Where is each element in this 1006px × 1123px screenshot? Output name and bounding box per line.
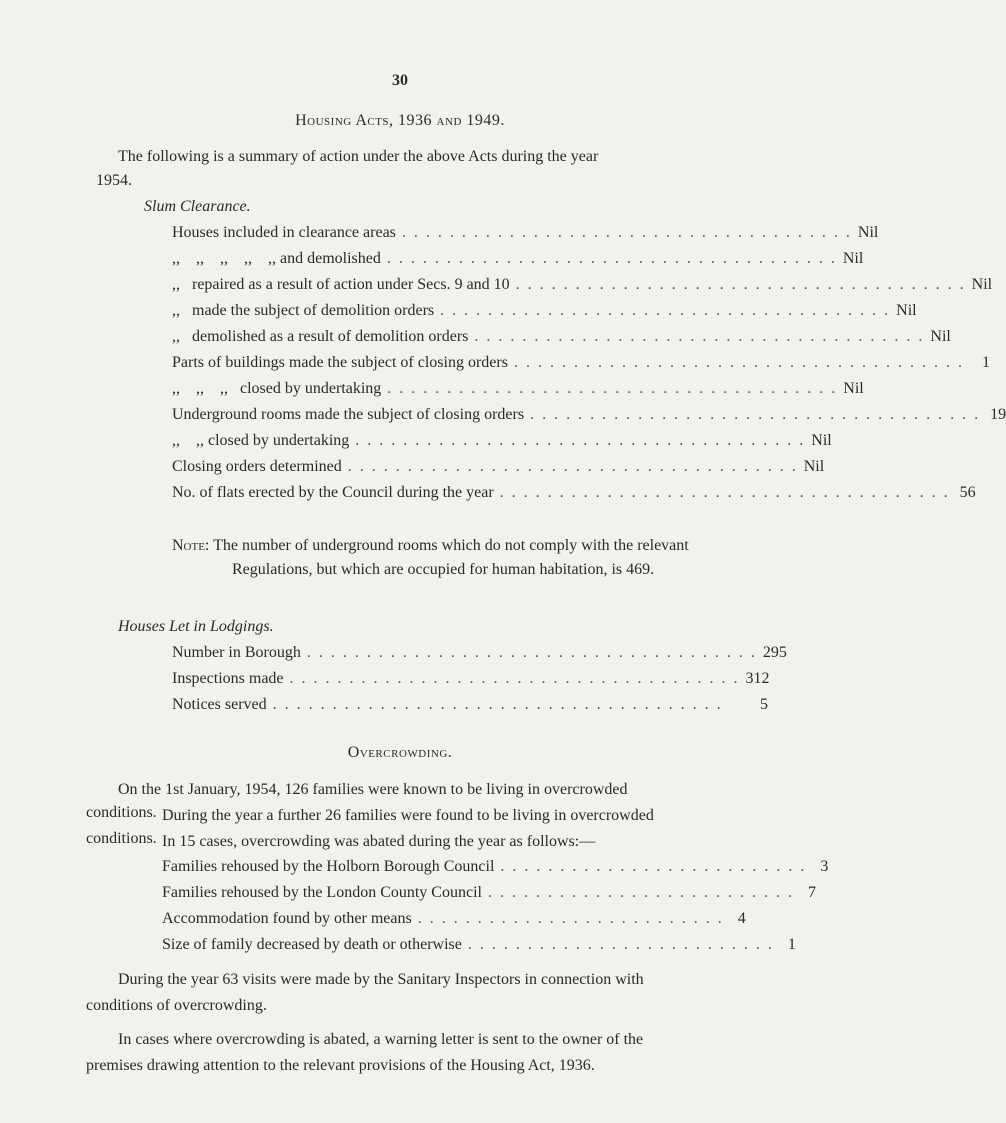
leader-dots: . . . . . . . . . . . . . . . . . . . . . . . . . . . . . . . . . . . . . . xyxy=(474,328,925,345)
leader-dots: . . . . . . . . . . . . . . . . . . . . . . . . . . . . . . . . . . . . . . xyxy=(530,406,981,423)
leader-dots: . . . . . . . . . . . . . . . . . . . . . . . . . . . . . . . . . . . . . . xyxy=(515,276,966,293)
slum-row-label: ,, made the subject of demolition orders xyxy=(172,302,435,319)
slum-row-label: Closing orders determined xyxy=(172,458,342,475)
slum-row-label: ,, demolished as a result of demolition orders xyxy=(172,328,469,345)
slum-row-label: Parts of buildings made the subject of closing orders xyxy=(172,354,508,371)
overcrowding-row-value: 1 xyxy=(787,936,796,953)
slum-row-value: 56 xyxy=(959,484,976,501)
slum-row-value: Nil xyxy=(857,224,879,241)
overcrowding-p1-line2: During the year a further 26 families were found to be living in overcrowded xyxy=(162,807,654,824)
leader-dots: . . . . . . . . . . . . . . . . . . . . . . . . . . . . . . . . . . . . . . xyxy=(289,670,740,687)
slum-row-value: 1 xyxy=(981,354,990,371)
leader-dots: . . . . . . . . . . . . . . . . . . . . . . . . . . xyxy=(500,858,807,875)
slum-row-label: ,, ,, ,, ,, ,, and demolished xyxy=(172,250,381,267)
note-text: The number of underground rooms which do not comply with the relevant Regulations, but which are occupied for human habitation, is 469. xyxy=(213,537,689,578)
slum-row-value: Nil xyxy=(803,458,825,475)
slum-row-label: No. of flats erected by the Council during the year xyxy=(172,484,494,501)
overcrowding-heading: Overcrowding. xyxy=(347,744,453,761)
slum-row-label: ,, repaired as a result of action under Secs. 9 and 10 xyxy=(172,276,510,293)
slum-row-value: Nil xyxy=(843,380,864,397)
overcrowding-row-value: 3 xyxy=(820,858,829,875)
lodgings-row xyxy=(172,696,768,718)
overcrowding-row-value: 4 xyxy=(737,910,746,927)
leader-dots: . . . . . . . . . . . . . . . . . . . . . . . . . . . . . . . . . . . . . . xyxy=(355,432,806,449)
leader-dots: . . . . . . . . . . . . . . . . . . . . . . . . . . . . . . . . . . . . . . xyxy=(272,696,723,713)
lodgings-heading: Houses Let in Lodgings. xyxy=(118,618,274,635)
overcrowding-p2-line2: conditions of overcrowding. xyxy=(86,997,267,1014)
lodgings-row xyxy=(172,644,787,666)
slum-row-label: ,, ,, ,, closed by undertaking xyxy=(172,380,382,397)
slum-row-label: Underground rooms made the subject of closing orders xyxy=(172,406,525,423)
lodgings-row-value: 295 xyxy=(762,644,787,661)
lodgings-row-value: 5 xyxy=(760,696,768,713)
overcrowding-row-label: Accommodation found by other means xyxy=(162,910,412,927)
slum-row xyxy=(172,354,990,376)
slum-row xyxy=(172,406,1006,428)
note-key: Note: xyxy=(172,537,210,554)
lodgings-row-label: Notices served xyxy=(172,696,267,713)
lodgings-row-label: Inspections made xyxy=(172,670,284,687)
slum-row xyxy=(172,276,993,298)
overcrowding-p1-line3: In 15 cases, overcrowding was abated during the year as follows:— xyxy=(162,833,596,850)
leader-dots: . . . . . . . . . . . . . . . . . . . . . . . . . . xyxy=(467,936,774,953)
lodgings-row-label: Number in Borough xyxy=(172,644,301,661)
leader-dots: . . . . . . . . . . . . . . . . . . . . . . . . . . . . . . . . . . . . . . xyxy=(386,250,837,267)
leader-dots: . . . . . . . . . . . . . . . . . . . . . . . . . . . . . . . . . . . . . . xyxy=(440,302,891,319)
overcrowding-row-value: 7 xyxy=(807,884,816,901)
margin-note: conditions. xyxy=(86,830,157,847)
page-title: Housing Acts, 1936 and 1949. xyxy=(295,112,505,129)
overcrowding-row-label: Families rehoused by the Holborn Borough Council xyxy=(162,858,495,875)
overcrowding-row-label: Families rehoused by the London County Council xyxy=(162,884,482,901)
overcrowding-row xyxy=(162,910,746,932)
overcrowding-row xyxy=(162,936,796,958)
leader-dots: . . . . . . . . . . . . . . . . . . . . . . . . . . xyxy=(417,910,724,927)
slum-row xyxy=(172,302,917,324)
overcrowding-p2-line1: During the year 63 visits were made by the Sanitary Inspectors in connection with xyxy=(118,971,644,988)
leader-dots: . . . . . . . . . . . . . . . . . . . . . . . . . . . . . . . . . . . . . . xyxy=(306,644,757,661)
page-number: 30 xyxy=(392,72,408,89)
lodgings-row-value: 312 xyxy=(745,670,770,687)
intro-line-1: The following is a summary of action under the above Acts during the year xyxy=(118,148,599,165)
slum-row-label: ,, ,, closed by undertaking xyxy=(172,432,350,449)
slum-row xyxy=(172,224,879,246)
leader-dots: . . . . . . . . . . . . . . . . . . . . . . . . . . . . . . . . . . . . . . xyxy=(387,380,838,397)
slum-row-value: Nil xyxy=(930,328,951,345)
slum-row xyxy=(172,458,825,480)
slum-row xyxy=(172,250,864,272)
overcrowding-p1-line1: On the 1st January, 1954, 126 families were known to be living in overcrowded xyxy=(118,781,628,798)
overcrowding-row xyxy=(162,858,829,880)
slum-clearance-heading: Slum Clearance. xyxy=(144,198,251,215)
slum-row-value: Nil xyxy=(896,302,917,319)
overcrowding-row xyxy=(162,884,816,906)
overcrowding-p3-line1: In cases where overcrowding is abated, a warning letter is sent to the owner of the xyxy=(118,1031,644,1048)
leader-dots: . . . . . . . . . . . . . . . . . . . . . . . . . . . . . . . . . . . . . . xyxy=(513,354,964,371)
slum-row xyxy=(172,328,951,350)
leader-dots: . . . . . . . . . . . . . . . . . . . . . . . . . . . . . . . . . . . . . . xyxy=(401,224,852,241)
overcrowding-p3-line2: premises drawing attention to the relevant provisions of the Housing Act, 1936. xyxy=(86,1057,595,1074)
leader-dots: . . . . . . . . . . . . . . . . . . . . . . . . . . xyxy=(487,884,794,901)
slum-row xyxy=(172,432,832,454)
slum-row xyxy=(172,380,864,402)
overcrowding-row-label: Size of family decreased by death or otherwise xyxy=(162,936,462,953)
note xyxy=(172,534,768,582)
slum-row xyxy=(172,484,976,506)
intro-line-2: 1954. xyxy=(96,172,132,189)
leader-dots: . . . . . . . . . . . . . . . . . . . . . . . . . . . . . . . . . . . . . . xyxy=(347,458,798,475)
slum-row-value: Nil xyxy=(971,276,993,293)
slum-row-label: Houses included in clearance areas xyxy=(172,224,396,241)
slum-row-value: 19 xyxy=(990,406,1006,423)
lodgings-row xyxy=(172,670,768,692)
margin-note: conditions. xyxy=(86,804,157,821)
slum-row-value: Nil xyxy=(842,250,864,267)
slum-row-value: Nil xyxy=(811,432,832,449)
leader-dots: . . . . . . . . . . . . . . . . . . . . . . . . . . . . . . . . . . . . . . xyxy=(499,484,950,501)
